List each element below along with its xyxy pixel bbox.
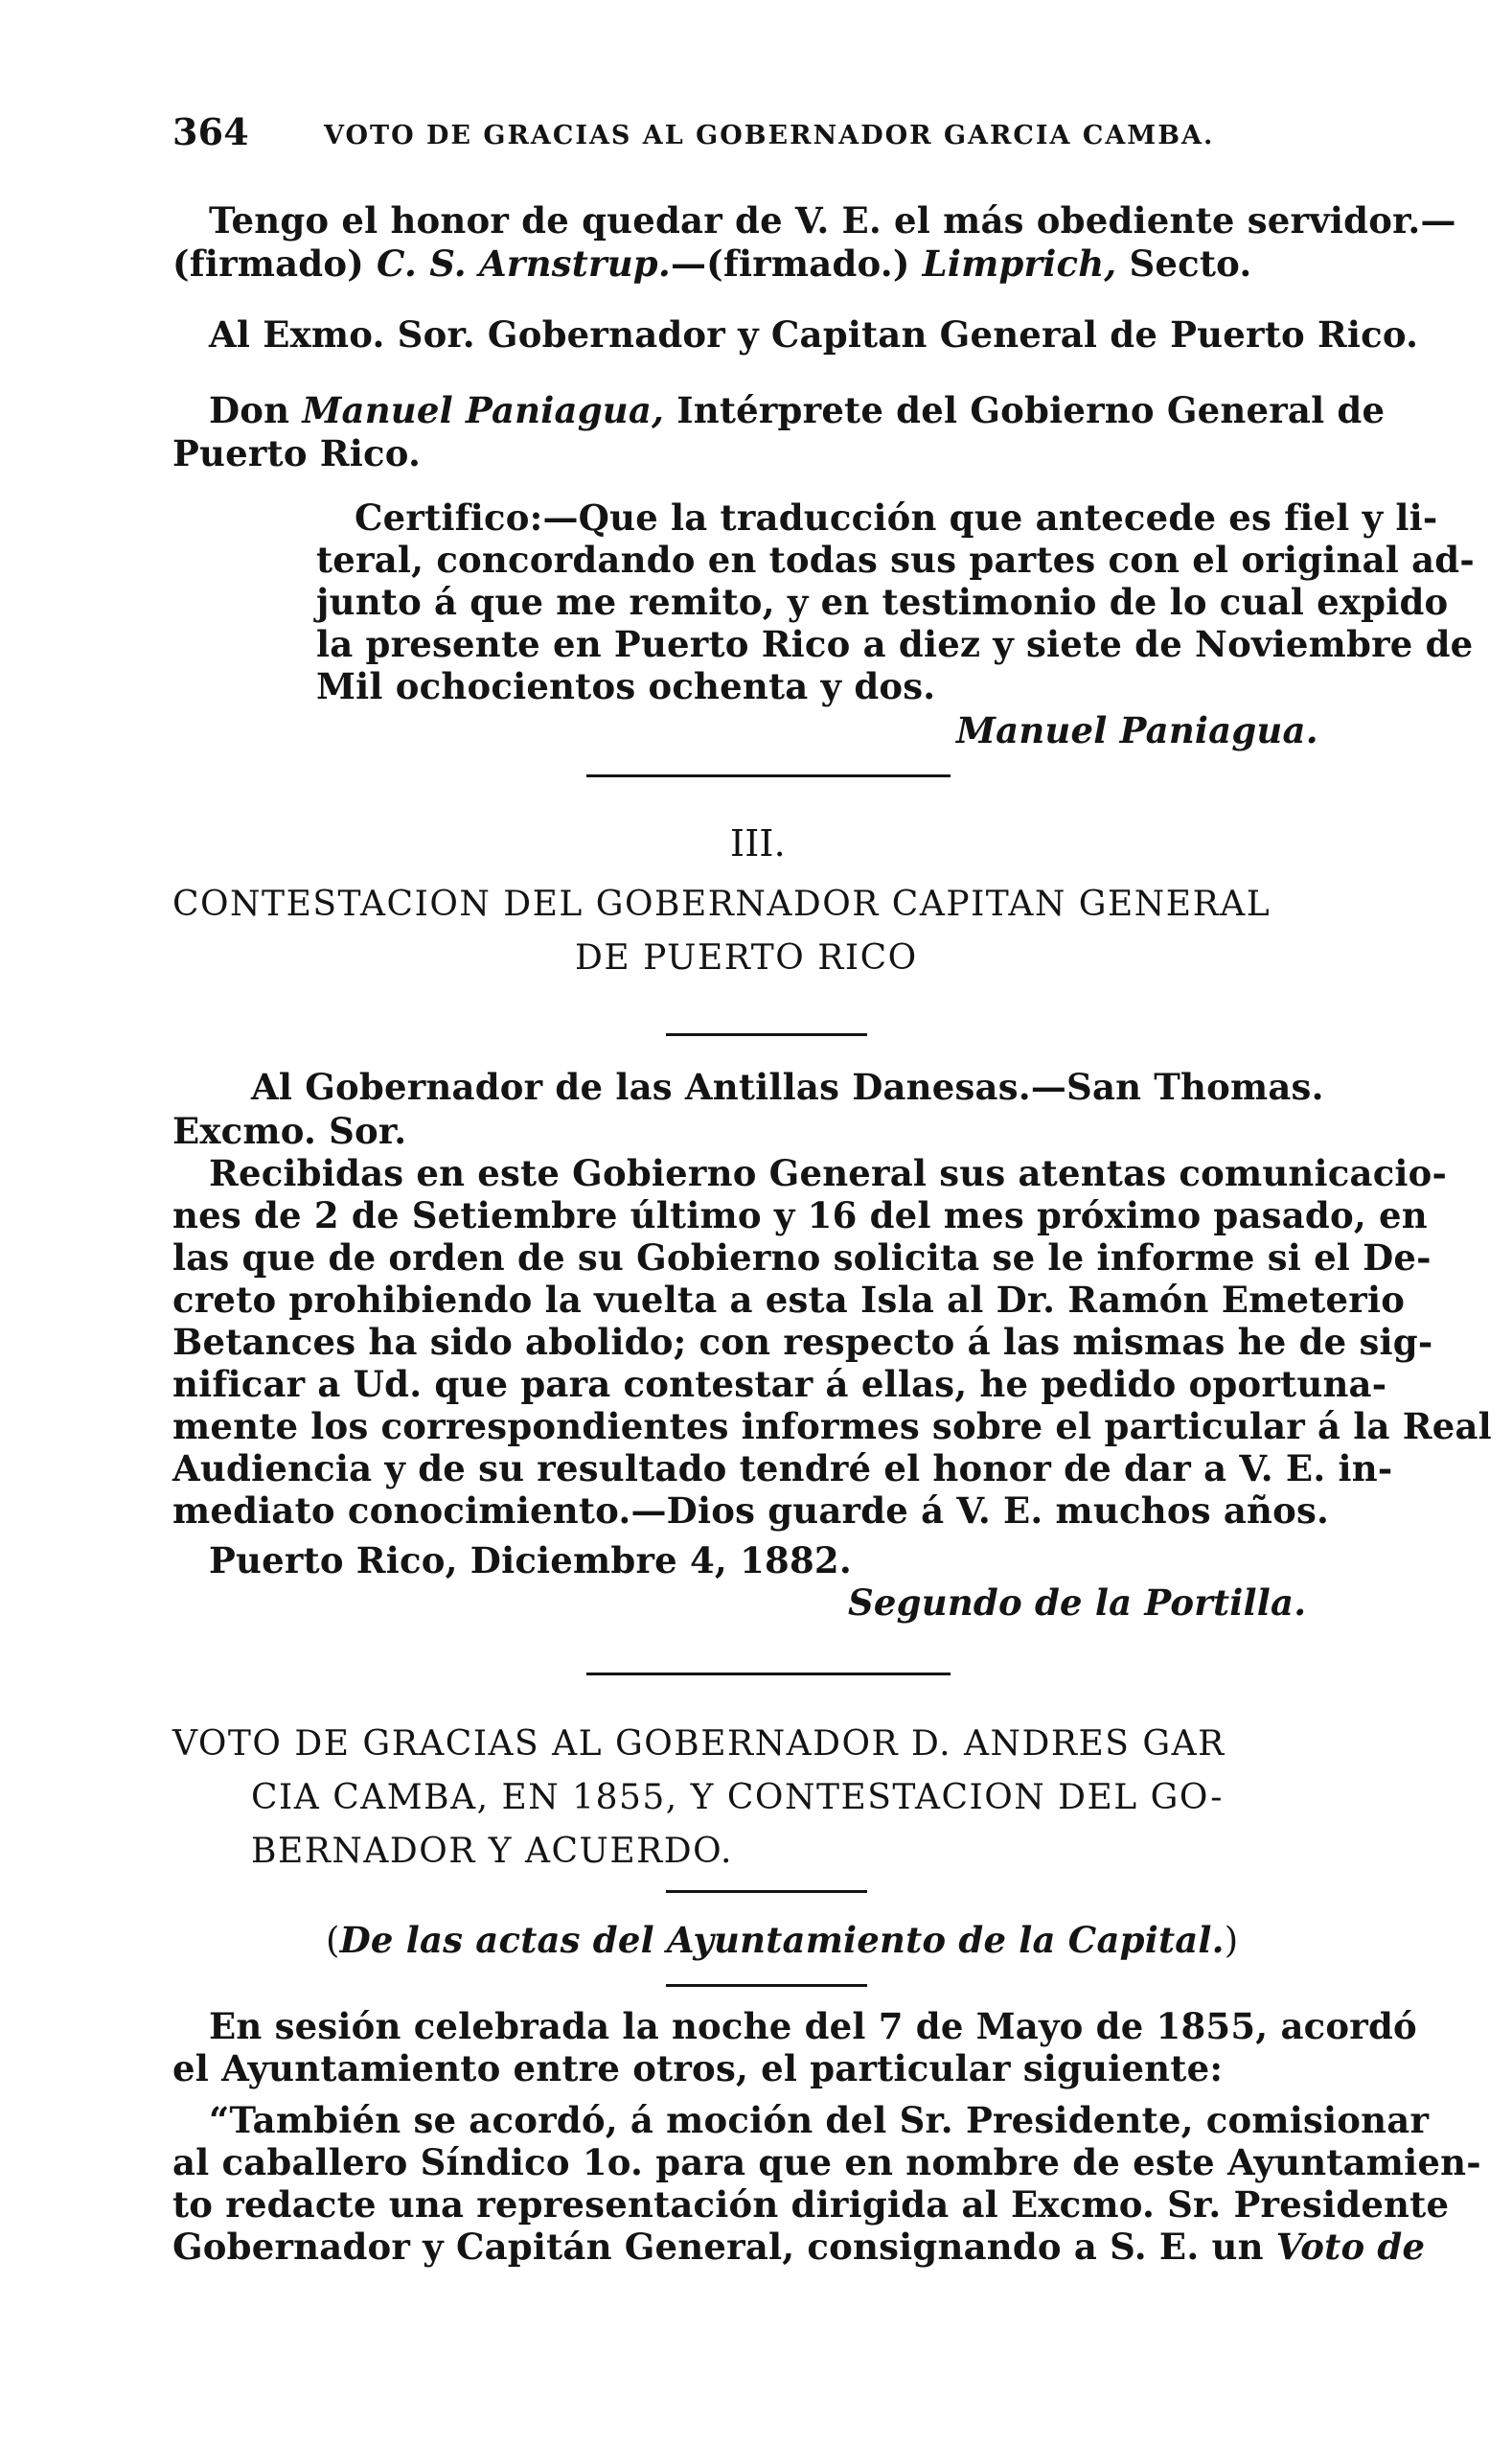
minutes-body-3: “También se acordó, á moción del Sr. Presidente, comisionar: [209, 2099, 1430, 2141]
closing-signed-2: —(firmado.): [670, 242, 923, 285]
certificate-body-1: Certifico:—Que la traducción que antecede es fiel y li-: [355, 496, 1438, 539]
source-paren-open: (: [326, 1920, 340, 1961]
divider-rule: [666, 1033, 867, 1036]
cert-name: Manuel Paniagua,: [302, 389, 665, 431]
minutes-body-5: to redacte una representación dirigida al Excmo. Sr. Presidente: [172, 2183, 1450, 2226]
certificate-line-2: Puerto Rico.: [172, 432, 422, 474]
certificate-signature: Manuel Paniagua.: [956, 709, 1318, 751]
closing-addressee: Al Exmo. Sor. Gobernador y Capitan General de Puerto Rico.: [209, 313, 1419, 356]
letter-body-8: Audiencia y de su resultado tendré el honor de dar a V. E. in-: [172, 1447, 1393, 1489]
cert-title: Intérprete del Gobierno General de: [664, 389, 1386, 431]
certificate-body-2: teral, concordando en todas sus partes con el original ad-: [316, 539, 1475, 581]
closing-line-2: [172, 242, 1251, 285]
closing-secto: Secto.: [1116, 242, 1252, 285]
minutes-last-text: Gobernador y Capitán General, consignando a S. E. un: [172, 2226, 1276, 2268]
section-title-line-1: CONTESTACION DEL GOBERNADOR CAPITAN GENERAL: [172, 885, 1271, 924]
certificate-body-5: Mil ochocientos ochenta y dos.: [316, 665, 936, 707]
signer-limprich: Limprich,: [922, 242, 1117, 285]
source-paren-close: ): [1224, 1920, 1239, 1961]
letter-address: Al Gobernador de las Antillas Danesas.—San Thomas.: [251, 1066, 1324, 1108]
cert-don: Don: [209, 389, 303, 431]
section4-source: [326, 1919, 1238, 1962]
certificate-body-3: junto á que me remito, y en testimonio de lo cual expido: [316, 581, 1449, 623]
letter-body-3: las que de orden de su Gobierno solicita se le informe si el De-: [172, 1236, 1432, 1279]
signer-arnstrup: C. S. Arnstrup.: [377, 242, 671, 285]
letter-body-1: Recibidas en este Gobierno General sus atentas comunicacio-: [209, 1152, 1448, 1194]
closing-line-1: Tengo el honor de quedar de V. E. el más obediente servidor.—: [209, 199, 1456, 242]
section4-title-line-3: BERNADOR Y ACUERDO.: [251, 1832, 733, 1871]
section-title-line-2: DE PUERTO RICO: [575, 938, 918, 978]
letter-body-7: mente los correspondientes informes sobre el particular á la Real: [172, 1405, 1492, 1447]
section-numeral: III.: [730, 822, 786, 865]
section4-title-line-2: CIA CAMBA, EN 1855, Y CONTESTACION DEL GO-: [251, 1778, 1224, 1817]
certificate-body-4: la presente en Puerto Rico a diez y siete de Noviembre de: [316, 623, 1474, 665]
letter-salutation: Excmo. Sor.: [172, 1110, 407, 1152]
minutes-body-4: al caballero Síndico 1o. para que en nombre de este Ayuntamien-: [172, 2141, 1481, 2183]
letter-body-2: nes de 2 de Setiembre último y 16 del mes próximo pasado, en: [172, 1194, 1428, 1236]
page-number: 364: [172, 110, 249, 153]
minutes-body-1: En sesión celebrada la noche del 7 de Mayo de 1855, acordó: [209, 2005, 1417, 2047]
letter-body-6: nificar a Ud. que para contestar á ellas, he pedido oportuna-: [172, 1363, 1387, 1405]
divider-rule: [666, 1890, 867, 1893]
source-text: De las actas del Ayuntamiento de la Capital.: [339, 1919, 1225, 1961]
letter-body-4: creto prohibiendo la vuelta a esta Isla al Dr. Ramón Emeterio: [172, 1279, 1406, 1321]
letter-signature: Segundo de la Portilla.: [848, 1581, 1307, 1624]
minutes-last-italic: Voto de: [1275, 2226, 1426, 2268]
running-title: VOTO DE GRACIAS AL GOBERNADOR GARCIA CAMBA.: [324, 121, 1215, 150]
section4-title-line-1: VOTO DE GRACIAS AL GOBERNADOR D. ANDRES GAR: [172, 1724, 1226, 1764]
closing-signed: (firmado): [172, 242, 378, 285]
letter-body-5: Betances ha sido abolido; con respecto á las mismas he de sig-: [172, 1321, 1433, 1363]
minutes-body-6: [172, 2226, 1426, 2268]
divider-rule: [586, 1673, 951, 1675]
letter-place-date: Puerto Rico, Diciembre 4, 1882.: [209, 1539, 852, 1581]
letter-body-9: mediato conocimiento.—Dios guarde á V. E. muchos años.: [172, 1489, 1330, 1532]
divider-rule: [666, 1984, 867, 1987]
divider-rule: [586, 774, 951, 777]
minutes-body-2: el Ayuntamiento entre otros, el particular siguiente:: [172, 2047, 1224, 2089]
certificate-line-1: [209, 389, 1386, 431]
